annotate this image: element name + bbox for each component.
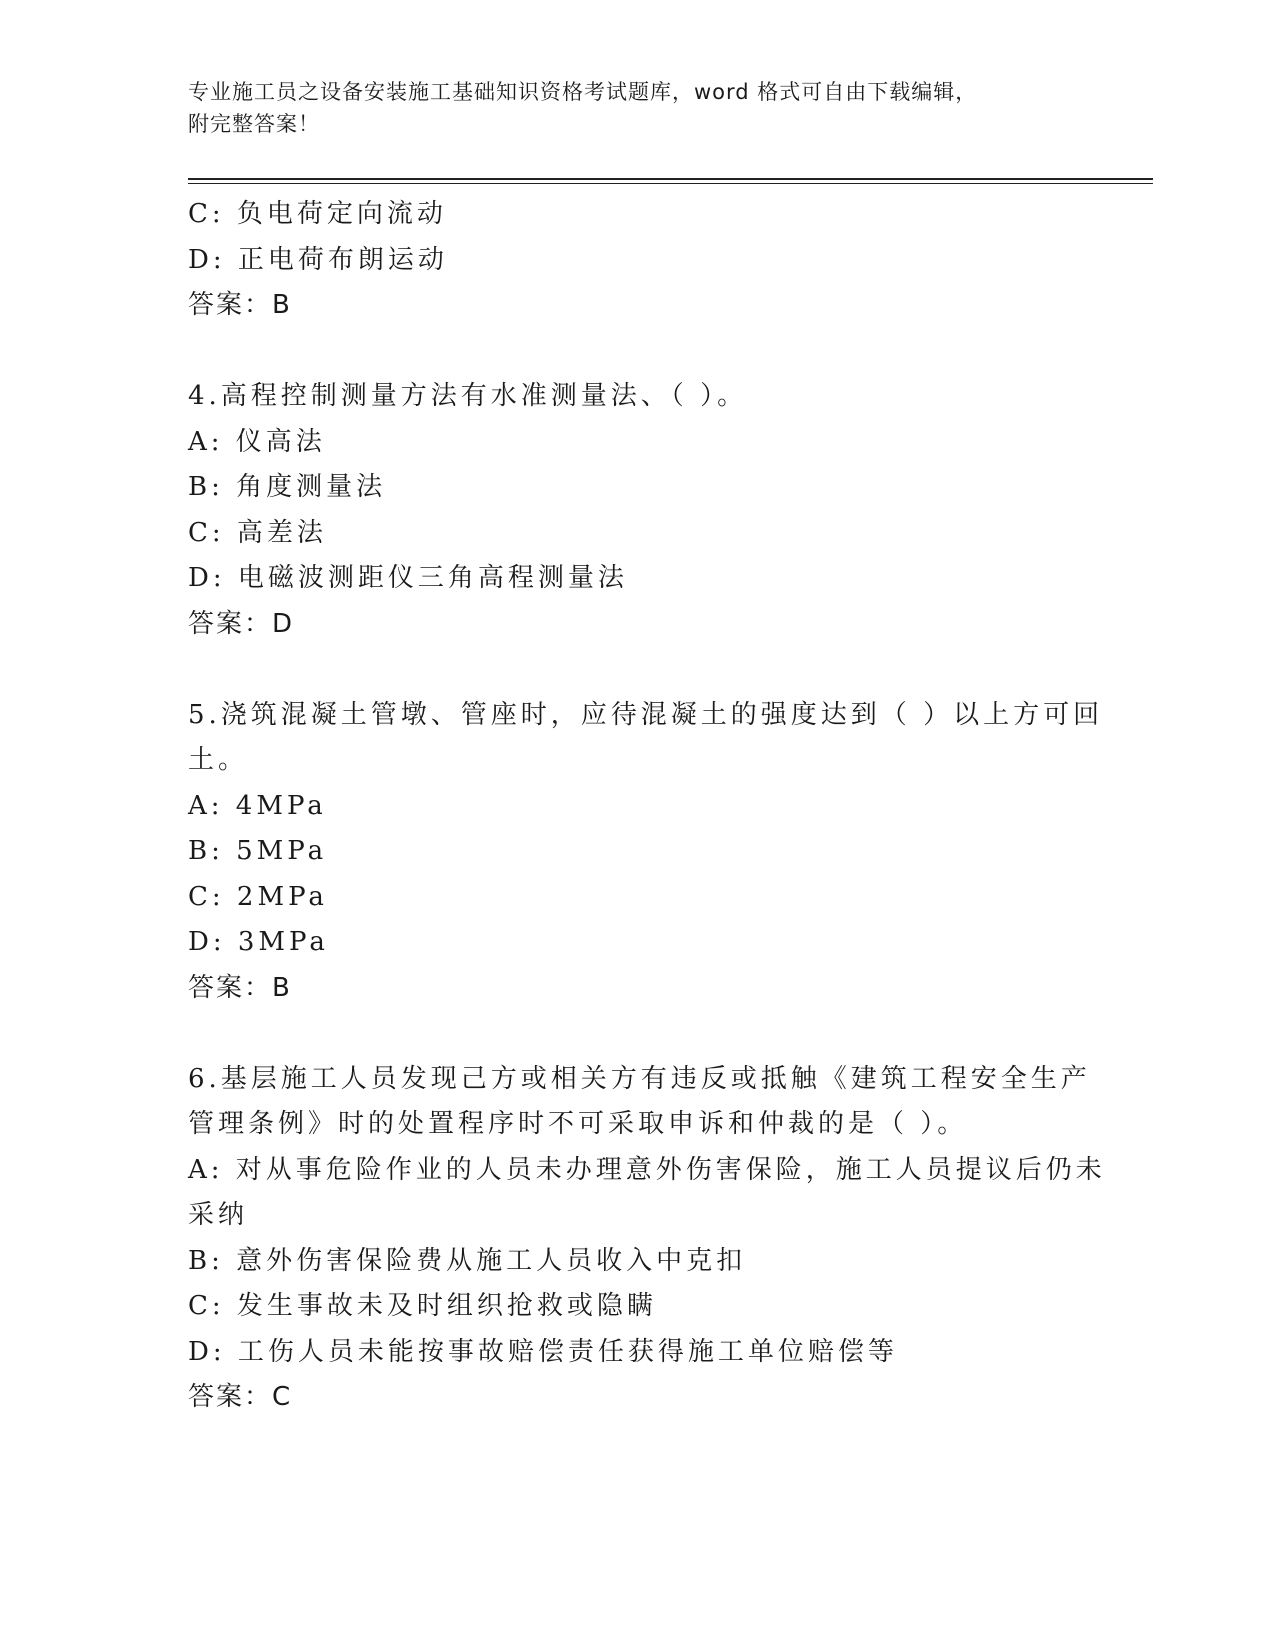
question-body <box>188 192 1106 1421</box>
q4-option-a: A: 仪高法 <box>188 426 326 457</box>
spacer <box>188 1011 1078 1057</box>
q6-option-c: C: 发生事故未及时组织抢救或隐瞒 <box>188 1291 657 1321</box>
header-intro-line-1: 专业施工员之设备安装施工基础知识资格考试题库，word 格式可自由下载编辑， <box>188 80 978 104</box>
spacer <box>188 647 1078 693</box>
q6-option-a-line-1: A: 对从事危险作业的人员未办理意外伤害保险，施工人员提议后仍未 <box>188 1154 1106 1185</box>
q3-option-d: D: 正电荷布朗运动 <box>188 244 448 275</box>
q4-stem: 4.高程控制测量方法有水准测量法、（ ）。 <box>188 381 748 411</box>
q4-option-d: D: 电磁波测距仪三角高程测量法 <box>188 563 628 593</box>
q3-option-c: C: 负电荷定向流动 <box>188 199 447 229</box>
q5-option-d: D: 3MPa <box>188 927 329 957</box>
q6-answer: 答案：C <box>188 1382 293 1412</box>
q5-option-c: C: 2MPa <box>188 881 328 912</box>
question-5 <box>188 693 1104 1012</box>
q5-stem-line-2: 土。 <box>188 745 249 775</box>
q6-option-b: B: 意外伤害保险费从施工人员收入中克扣 <box>188 1245 747 1276</box>
q5-option-b: B: 5MPa <box>188 836 328 866</box>
q6-stem-line-2: 管理条例》时的处置程序时不可采取申诉和仲裁的是（ ）。 <box>188 1109 968 1139</box>
header-divider-thick <box>188 178 1153 180</box>
question-6 <box>188 1057 1106 1421</box>
header-intro-line-2: 附完整答案！ <box>188 112 320 136</box>
q5-stem-line-1: 5.浇筑混凝土管墩、管座时，应待混凝土的强度达到（ ）以上方可回 <box>188 699 1104 730</box>
question-4 <box>188 374 1078 647</box>
question-3 <box>188 192 1078 329</box>
q3-answer: 答案：B <box>188 290 292 320</box>
q5-answer: 答案：B <box>188 972 292 1003</box>
q6-option-a-line-2: 采纳 <box>188 1200 249 1230</box>
q6-option-d: D: 工伤人员未能按事故赔偿责任获得施工单位赔偿等 <box>188 1336 898 1367</box>
document-header <box>188 76 1068 140</box>
q4-option-b: B: 角度测量法 <box>188 472 387 502</box>
q4-answer: 答案：D <box>188 608 295 639</box>
q6-stem-line-1: 6.基层施工人员发现己方或相关方有违反或抵触《建筑工程安全生产 <box>188 1063 1091 1094</box>
spacer <box>188 329 1078 375</box>
header-divider-thin <box>188 183 1153 184</box>
q4-option-c: C: 高差法 <box>188 517 327 548</box>
q5-option-a: A: 4MPa <box>188 790 327 821</box>
